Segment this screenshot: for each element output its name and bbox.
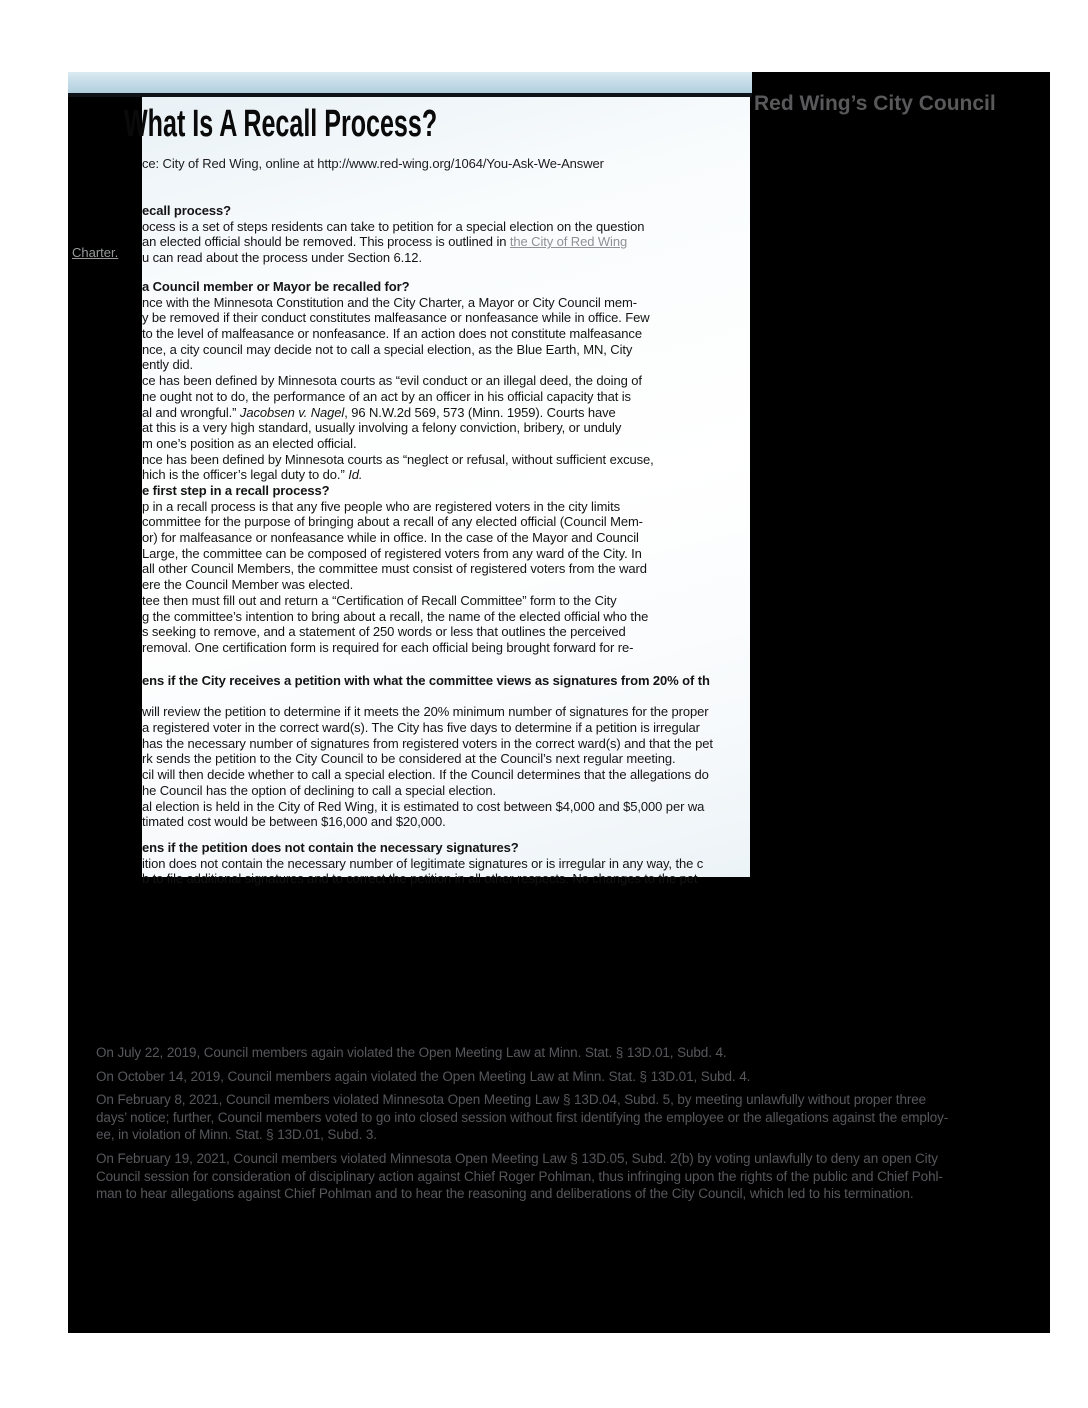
violation-line: On July 22, 2019, Council members again violated the Open Meeting Law at Minn. Stat. § 13D.01, Subd. 4.: [96, 1045, 727, 1060]
document-source-line: ce: City of Red Wing, online at http://www.red-wing.org/1064/You-Ask-We-Answer: [142, 156, 604, 171]
doc-text-line: [142, 751, 1002, 767]
doc-text-span: ition does not contain the necessary number of legitimate signatures or is irregular in any way, the c: [142, 855, 704, 871]
doc-text-span: an elected official should be removed. This process is outlined in: [142, 234, 510, 250]
doc-text-span: committee for the purpose of bringing about a recall of any elected official (Council Mem-: [142, 514, 643, 530]
doc-text-span: cil will then decide whether to call a special election. If the Council determines that the allegations do: [142, 767, 709, 783]
violation-line: man to hear allegations against Chief Pohlman and to hear the reasoning and deliberations of the City Council, which led to his termination.: [96, 1186, 914, 1202]
doc-text-line: [142, 530, 1002, 546]
doc-text-span: Large, the committee can be composed of registered voters from any ward of the City. In: [142, 545, 642, 561]
doc-text-span: , 96 N.W.2d 569, 573 (Minn. 1959). Courts have: [344, 404, 616, 420]
doc-text-line: [142, 452, 1002, 468]
doc-text-span: y be removed if their conduct constitutes malfeasance or nonfeasance while in office. Few: [142, 310, 650, 326]
doc-text-line: [142, 467, 1002, 483]
violation-paragraph: [96, 1068, 1036, 1086]
doc-text-span: b to file additional signatures and to correct the petition in all other respects. No changes to the pet: [142, 871, 698, 887]
doc-text-line: [142, 609, 1002, 625]
doc-text-span: u can read about the process under Section 6.12.: [142, 250, 422, 266]
doc-text-span: Jacobsen v. Nagel: [239, 404, 345, 420]
doc-text-line: [142, 514, 1002, 530]
violation-line: On February 8, 2021, Council members violated Minnesota Open Meeting Law § 13D.04, Subd. 5, by meeting unlawfully without proper three: [96, 1092, 927, 1108]
violation-line: ee, in violation of Minn. Stat. § 13D.01, Subd. 3.: [96, 1127, 377, 1143]
doc-text-span: a registered voter in the correct ward(s). The City has five days to determine if a petition is irregular: [142, 720, 700, 736]
doc-text-span: e first step in a recall process?: [142, 483, 330, 498]
violation-paragraph: [96, 1044, 1036, 1062]
doc-text-line: [142, 704, 1002, 720]
doc-text-span: m one’s position as an elected official.: [142, 435, 357, 451]
doc-text-span: he Council has the option of declining to call a special election.: [142, 782, 497, 798]
doc-text-span: g the committee’s intention to bring about a recall, the name of the elected official who the: [142, 608, 649, 624]
doc-heading-line: [142, 673, 1002, 689]
header-gradient-bar: [68, 72, 752, 97]
doc-text-span: at this is a very high standard, usually involving a felony conviction, bribery, or unduly: [142, 420, 622, 436]
doc-text-span: hich is the officer’s legal duty to do.”: [142, 467, 349, 483]
doc-text-line: [142, 856, 1002, 872]
document-page: [124, 97, 750, 887]
doc-text-span: p in a recall process is that any five people who are registered voters in the city limits: [142, 498, 621, 514]
doc-text-line: [142, 767, 1002, 783]
doc-text-span: all other Council Members, the committee must consist of registered voters from the ward: [142, 561, 647, 577]
doc-text-span: ently did.: [142, 357, 194, 373]
charter-link[interactable]: Charter.: [72, 245, 119, 260]
doc-text-line: [142, 799, 1002, 815]
doc-text-span: al election is held in the City of Red Wing, it is estimated to cost between $4,000 and $5,000 per wa: [142, 798, 705, 814]
doc-heading-line: [142, 203, 1002, 219]
document-title: What Is A Recall Process?: [124, 103, 438, 145]
doc-text-span: ens if the City receives a petition with what the committee views as signatures from 20% of th: [142, 673, 710, 688]
violation-line: On February 19, 2021, Council members violated Minnesota Open Meeting Law § 13D.05, Subd. 2(b) by voting unlawfully to deny an open City: [96, 1150, 938, 1166]
doc-text-line: [142, 420, 1002, 436]
doc-text-line: [142, 234, 1002, 250]
doc-text-span: al and wrongful.”: [142, 404, 240, 420]
red-wing-charter-link[interactable]: the City of Red Wing: [509, 234, 628, 250]
doc-text-span: removal. One certification form is required for each official being brought forward for re-: [142, 639, 634, 655]
doc-text-span: s seeking to remove, and a statement of 250 words or less that outlines the perceived: [142, 624, 626, 640]
doc-text-span: ocess is a set of steps residents can take to petition for a special election on the question: [142, 218, 645, 234]
violation-line: days’ notice; further, Council members voted to go into closed session without first identifying the employee or the allegations against the employ-: [96, 1109, 949, 1125]
doc-text-span: nce, a city council may decide not to call a special election, as the Blue Earth, MN, City: [142, 341, 633, 357]
doc-text-span: or) for malfeasance or nonfeasance while in office. In the case of the Mayor and Council: [142, 530, 639, 546]
doc-text-line: [142, 250, 1002, 266]
doc-text-line: [142, 546, 1002, 562]
doc-text-span: ce has been defined by Minnesota courts as “evil conduct or an illegal deed, the doing of: [142, 373, 642, 389]
doc-text-line: [142, 561, 1002, 577]
doc-text-line: [142, 689, 1002, 705]
doc-text-block: [142, 673, 1002, 830]
doc-text-span: rk sends the petition to the City Council to be considered at the Council’s next regular meeting.: [142, 751, 676, 767]
doc-text-line: [142, 814, 1002, 830]
doc-text-span: tee then must fill out and return a “Certification of Recall Committee” form to the City: [142, 592, 617, 608]
violation-paragraph: [96, 1091, 1036, 1144]
doc-text-line: [142, 357, 1002, 373]
doc-text-line: [142, 373, 1002, 389]
doc-text-block: [142, 483, 1002, 656]
doc-text-span: timated cost would be between $16,000 and $20,000.: [142, 814, 446, 830]
doc-text-span: ere the Council Member was elected.: [142, 577, 354, 593]
doc-text-span: a Council member or Mayor be recalled for?: [142, 279, 410, 294]
doc-text-span: ecall process?: [142, 203, 231, 218]
doc-text-line: [142, 295, 1002, 311]
doc-text-span: to the level of malfeasance or nonfeasance. If an action does not constitute malfeasance: [142, 326, 642, 342]
doc-text-line: [142, 783, 1002, 799]
violation-line: On October 14, 2019, Council members again violated the Open Meeting Law at Minn. Stat. § 13D.01, Subd. 4.: [96, 1068, 751, 1084]
doc-text-line: [142, 736, 1002, 752]
doc-text-line: [142, 499, 1002, 515]
document-body: [142, 97, 750, 887]
doc-text-line: [142, 219, 1002, 235]
doc-text-line: [142, 624, 1002, 640]
doc-text-line: [142, 342, 1002, 358]
doc-text-line: [142, 720, 1002, 736]
doc-heading-line: [142, 483, 1002, 499]
doc-text-span: nce has been defined by Minnesota courts as “neglect or refusal, without sufficient excuse,: [142, 451, 654, 467]
doc-text-line: [142, 436, 1002, 452]
doc-text-span: will review the petition to determine if it meets the 20% minimum number of signatures for the proper: [142, 704, 709, 720]
violation-paragraph: [96, 1150, 1036, 1203]
doc-text-line: [142, 326, 1002, 342]
doc-heading-line: [142, 279, 1002, 295]
violation-line: Council session for consideration of disciplinary action against Chief Roger Pohlman, thus infringing upon the rights of the public and Chief Pohl-: [96, 1168, 943, 1184]
doc-text-line: [142, 640, 1002, 656]
doc-text-block: [142, 279, 1002, 483]
doc-text-span: ne ought not to do, the performance of an act by an officer in his official capacity that is: [142, 388, 631, 404]
doc-text-line: [142, 310, 1002, 326]
doc-text-span: has the necessary number of signatures from registered voters in the correct ward(s) and that the pet: [142, 735, 713, 751]
doc-text-line: [142, 871, 1002, 887]
council-title: Red Wing’s City Council: [754, 92, 996, 115]
doc-text-line: [142, 577, 1002, 593]
doc-heading-line: [142, 840, 1002, 856]
doc-text-block: [142, 840, 1002, 887]
doc-text-span: ens if the petition does not contain the necessary signatures?: [142, 840, 519, 855]
doc-text-line: [142, 593, 1002, 609]
violations-list: [96, 1044, 1036, 1209]
doc-text-block: [142, 203, 1002, 266]
doc-text-line: [142, 389, 1002, 405]
doc-text-span: Id.: [348, 467, 363, 483]
doc-text-span: nce with the Minnesota Constitution and the City Charter, a Mayor or City Council mem-: [142, 294, 638, 310]
doc-text-line: [142, 405, 1002, 421]
